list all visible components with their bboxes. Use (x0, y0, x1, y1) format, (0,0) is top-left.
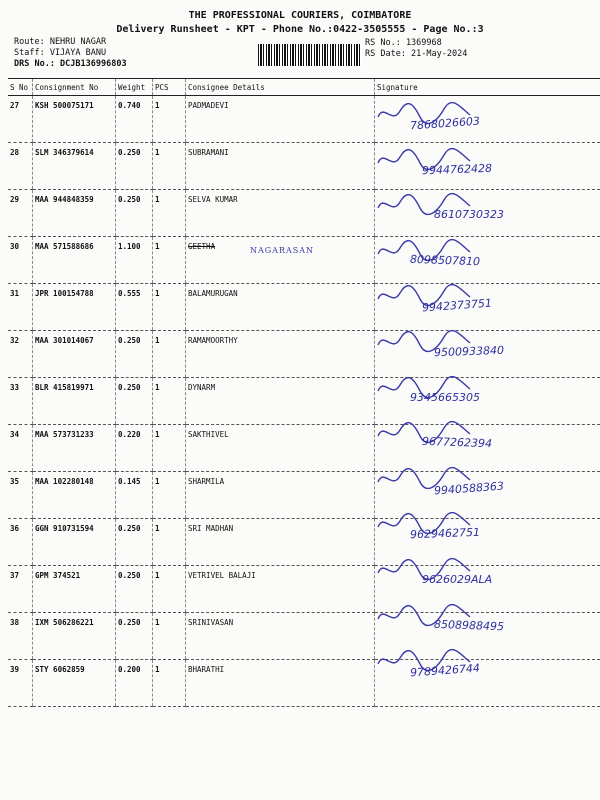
row-pcs: 1 (153, 425, 186, 472)
row-sno: 35 (8, 472, 33, 519)
row-consignee-name: VETRIVEL BALAJI (186, 566, 375, 613)
handwritten-phone-number: 7868026603 (409, 114, 481, 133)
row-consignment-no: MAA 571588686 (33, 237, 116, 284)
rs-no: RS No.: 1369968 (365, 38, 442, 48)
handwritten-signature (370, 190, 590, 230)
row-pcs: 1 (153, 331, 186, 378)
row-sno: 38 (8, 613, 33, 660)
table-header-row (8, 79, 600, 96)
row-consignment-no: GPM 374521 (33, 566, 116, 613)
row-weight: 0.740 (116, 96, 153, 143)
row-consignment-no: KSH 500075171 (33, 96, 116, 143)
row-consignee-name: BALAMURUGAN (186, 284, 375, 331)
handwritten-signature (370, 99, 590, 139)
col-sno: S No (8, 79, 33, 96)
col-consignee: Consignee Details (186, 79, 375, 96)
row-consignment-no: JPR 100154788 (33, 284, 116, 331)
handwritten-phone-number: 9940588363 (433, 479, 505, 498)
handwritten-signature (370, 236, 590, 276)
company-title: THE PROFESSIONAL COURIERS, COIMBATORE (188, 10, 412, 21)
row-weight: 0.250 (116, 331, 153, 378)
runsheet-subtitle: Delivery Runsheet - KPT - Phone No.:0422-3505555 - Page No.:3 (116, 24, 484, 35)
row-pcs: 1 (153, 378, 186, 425)
row-sno: 34 (8, 425, 33, 472)
row-consignment-no: MAA 944848359 (33, 190, 116, 237)
row-consignee-name: SRINIVASAN (186, 613, 375, 660)
row-consignee-name: RAMAMOORTHY (186, 331, 375, 378)
handwritten-phone-number: 9626029ALA (422, 573, 493, 586)
handwritten-phone-number: 8610730323 (434, 208, 504, 222)
row-consignee-name: PADMADEVI (186, 96, 375, 143)
row-consignee-name: SELVA KUMAR (186, 190, 375, 237)
row-pcs: 1 (153, 472, 186, 519)
row-weight: 0.250 (116, 519, 153, 566)
row-consignee-name: SHARMILA (186, 472, 375, 519)
row-pcs: 1 (153, 143, 186, 190)
row-pcs: 1 (153, 519, 186, 566)
handwritten-nagarasan: NAGARASAN (250, 246, 315, 255)
handwritten-signature (370, 145, 590, 185)
handwritten-signature (370, 373, 590, 413)
row-sno: 36 (8, 519, 33, 566)
row-consignment-no: MAA 102280148 (33, 472, 116, 519)
handwritten-phone-number: 9789426744 (409, 661, 481, 680)
row-consignee-name: BHARATHI (186, 660, 375, 707)
barcode (258, 44, 362, 66)
row-pcs: 1 (153, 237, 186, 284)
handwritten-phone-number: 9629462751 (409, 526, 481, 542)
row-consignment-no: GGN 910731594 (33, 519, 116, 566)
handwritten-phone-number: 9677262394 (421, 434, 493, 451)
row-consignee-name: GEETHA (186, 237, 375, 284)
handwritten-phone-number: 8098507810 (409, 252, 481, 269)
row-pcs: 1 (153, 190, 186, 237)
row-weight: 0.200 (116, 660, 153, 707)
row-weight: 0.220 (116, 425, 153, 472)
row-consignment-no: BLR 415819971 (33, 378, 116, 425)
staff-line: Staff: VIJAYA BANU (14, 48, 107, 58)
row-weight: 0.250 (116, 143, 153, 190)
row-consignee-name: SAKTHIVEL (186, 425, 375, 472)
row-weight: 0.250 (116, 190, 153, 237)
route-line: Route: NEHRU NAGAR (14, 37, 107, 47)
row-weight: 0.250 (116, 566, 153, 613)
row-consignment-no: MAA 573731233 (33, 425, 116, 472)
row-sno: 30 (8, 237, 33, 284)
handwritten-phone-number: 9944762428 (421, 161, 493, 177)
row-sno: 28 (8, 143, 33, 190)
row-sno: 27 (8, 96, 33, 143)
handwritten-signature (370, 281, 590, 321)
rs-info-block (365, 38, 467, 60)
handwritten-signature (370, 509, 590, 549)
row-pcs: 1 (153, 284, 186, 331)
row-weight: 0.250 (116, 378, 153, 425)
row-pcs: 1 (153, 660, 186, 707)
handwritten-signature (370, 418, 590, 458)
rs-date: RS Date: 21-May-2024 (365, 49, 468, 59)
row-consignee-name: SUBRAMANI (186, 143, 375, 190)
handwritten-signature (370, 464, 590, 504)
row-consignment-no: MAA 301014067 (33, 331, 116, 378)
handwritten-phone-number: 9942373751 (421, 296, 493, 315)
row-weight: 0.145 (116, 472, 153, 519)
handwritten-signature (370, 601, 590, 641)
row-weight: 1.100 (116, 237, 153, 284)
row-pcs: 1 (153, 566, 186, 613)
handwritten-phone-number: 8508988495 (433, 617, 505, 633)
col-signature: Signature (375, 79, 600, 96)
row-consignee-name: DYNARM (186, 378, 375, 425)
row-weight: 0.555 (116, 284, 153, 331)
handwritten-signature (370, 327, 590, 367)
row-pcs: 1 (153, 96, 186, 143)
col-weight: Weight (116, 79, 153, 96)
handwritten-phone-number: 9345665305 (410, 390, 480, 404)
drs-line: DRS No.: DCJB136996803 (14, 59, 127, 69)
route-staff-block (14, 37, 127, 70)
handwritten-signature (370, 555, 590, 595)
row-weight: 0.250 (116, 613, 153, 660)
col-pcs: PCS (153, 79, 186, 96)
col-consignment: Consignment No (33, 79, 116, 96)
row-consignment-no: SLM 346379614 (33, 143, 116, 190)
handwritten-signature (370, 646, 590, 686)
row-consignment-no: IXM 506286221 (33, 613, 116, 660)
row-sno: 33 (8, 378, 33, 425)
row-sno: 39 (8, 660, 33, 707)
handwritten-phone-number: 9500933840 (433, 343, 505, 360)
row-consignee-name: SRI MADHAN (186, 519, 375, 566)
row-pcs: 1 (153, 613, 186, 660)
row-sno: 32 (8, 331, 33, 378)
row-sno: 37 (8, 566, 33, 613)
row-consignment-no: STY 6062859 (33, 660, 116, 707)
row-sno: 31 (8, 284, 33, 331)
row-sno: 29 (8, 190, 33, 237)
